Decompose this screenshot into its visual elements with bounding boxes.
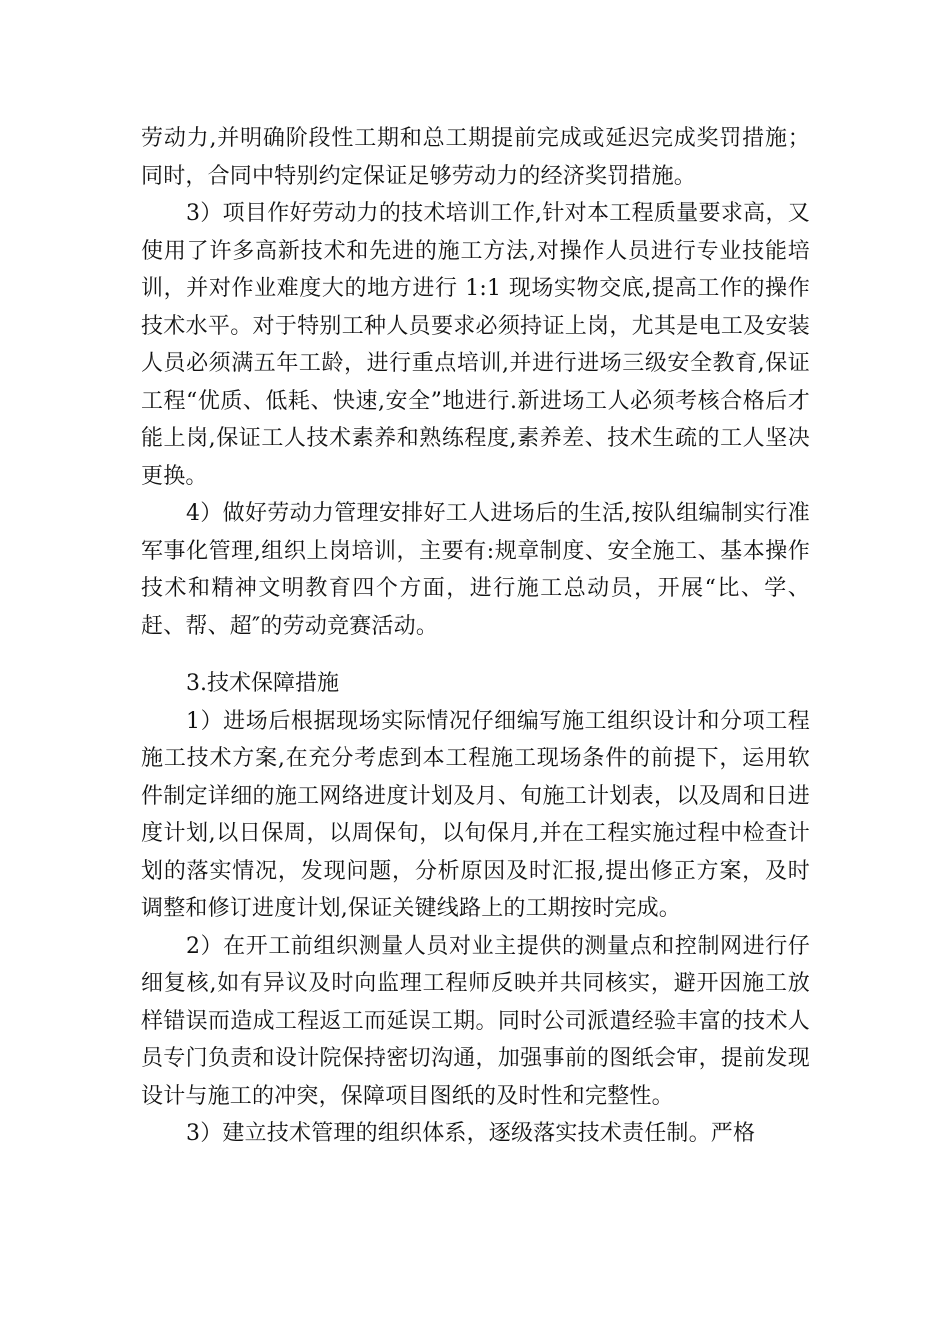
body-paragraph-continued: 劳动力,并明确阶段性工期和总工期提前完成或延迟完成奖罚措施；同时，合同中特别约定保证足够劳动力的经济奖罚措施。 (141, 126, 810, 189)
body-paragraph-labor-management: 4）做好劳动力管理安排好工人进场后的生活,按队组编制实行准军事化管理,组织上岗培训，主要有:规章制度、安全施工、基本操作技术和精神文明教育四个方面，进行施工总动员，开展“比、学、赶、帮、超″的劳动竞赛活动。 (141, 501, 810, 639)
paragraph-spacer (141, 645, 810, 655)
body-paragraph-training: 3）项目作好劳动力的技术培训工作,针对本工程质量要求高，又使用了许多高新技术和先进的施工方法,对操作人员进行专业技能培训，并对作业难度大的地方进行 1:1 现场实物交底,提高工作的操作技术水平。对于特别工种人员要求必须持证上岗，尤其是电工及安装人员必须满五年工龄，进行重点培训,并进行进场三级安全教育,保证工程“优质、低耗、快速,安全”地进行.新进场工人必须考核合格后才能上岗,保证工人技术素养和熟练程度,素养差、技术生疏的工人坚决更换。 (141, 201, 810, 489)
body-paragraph-survey-check: 2）在开工前组织测量人员对业主提供的测量点和控制网进行仔细复核,如有异议及时向监理工程师反映并共同核实，避开因施工放样错误而造成工程返工而延误工期。同时公司派遣经验丰富的技术人员专门负责和设计院保持密切沟通，加强事前的图纸会审，提前发现设计与施工的冲突，保障项目图纸的及时性和完整性。 (141, 933, 810, 1109)
body-paragraph-tech-management: 3）建立技术管理的组织体系，逐级落实技术责任制。严格 (186, 1121, 756, 1146)
section-heading: 3.技术保障措施 (186, 671, 339, 696)
body-paragraph-schedule-plan: 1）进场后根据现场实际情况仔细编写施工组织设计和分项工程施工技术方案,在充分考虑到本工程施工现场条件的前提下，运用软件制定详细的施工网络进度计划及月、旬施工计划表，以及周和日进度计划,以日保周，以周保旬，以旬保月,并在工程实施过程中检查计划的落实情况，发现问题，分析原因及时汇报,提出修正方案，及时调整和修订进度计划,保证关键线路上的工期按时完成。 (141, 708, 810, 921)
